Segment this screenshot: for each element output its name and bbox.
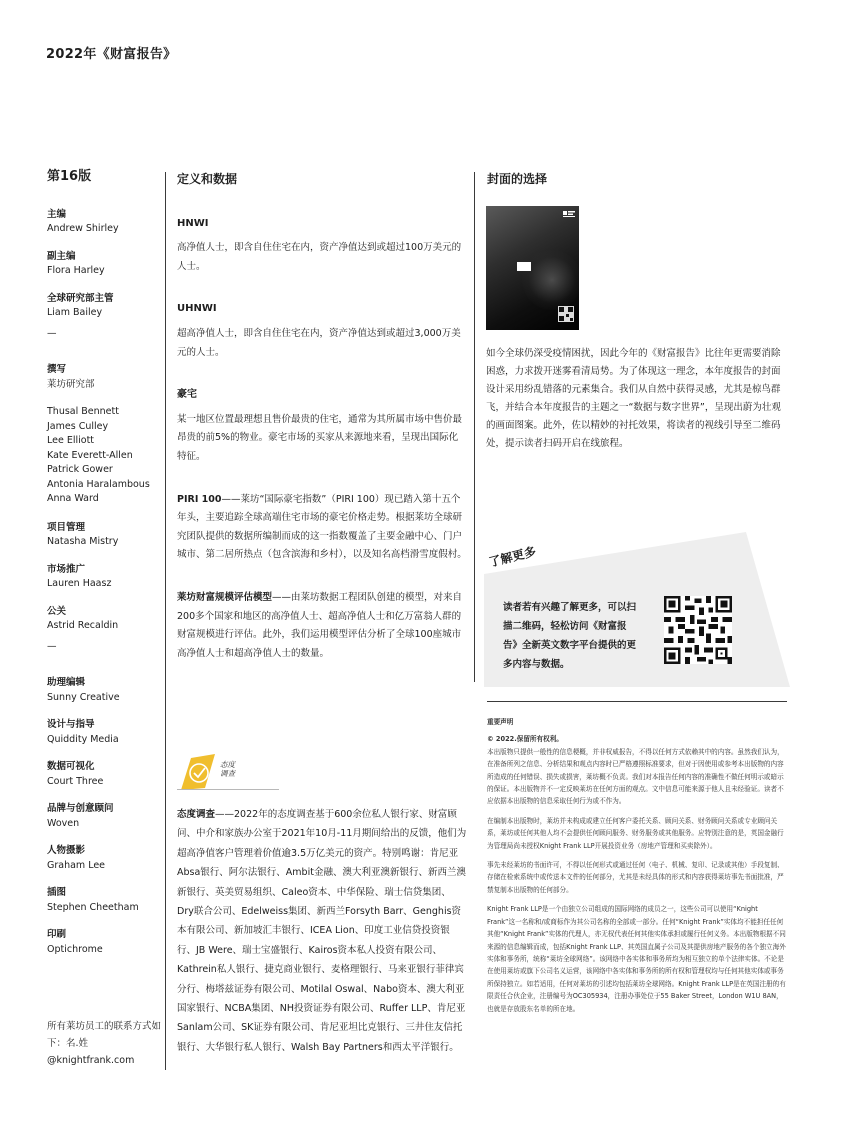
credits-column xyxy=(47,170,159,970)
credit-name: 莱坊研究部 xyxy=(47,378,95,390)
credit-name: Flora Harley xyxy=(47,265,105,276)
divider-dash: — xyxy=(47,640,57,652)
credit-name: Optichrome xyxy=(47,943,103,955)
term-prime: 豪宅 xyxy=(177,389,197,401)
credit-name: Court Three xyxy=(47,775,104,787)
cover-starling-pattern xyxy=(522,250,579,310)
credit-name: Woven xyxy=(47,817,80,829)
survey-badge xyxy=(175,750,279,790)
credit-name: Graham Lee xyxy=(47,859,106,871)
definitions-title: 定义和数据 xyxy=(177,172,238,186)
credit-role: 插图 xyxy=(47,887,67,898)
knight-frank-logo xyxy=(563,211,575,220)
column-divider xyxy=(165,172,166,1070)
contact-note: 所有莱坊员工的联系方式如下：名.姓@knightfrank.com xyxy=(47,1021,162,1066)
writer-list xyxy=(47,405,159,507)
credit-role: 公关 xyxy=(47,605,67,617)
credit-role: 主编 xyxy=(47,208,67,220)
definition-wealth-model-text: ——由莱坊数据工程团队创建的模型，对来自200多个国家和地区的高净值人士、超高净值人士和亿万富翁人群的财富规模进行评估。此外，我们运用模型评估分析了全球100座城市高净值人士和超高净值人士的数量。 xyxy=(177,591,463,659)
definitions-column xyxy=(177,170,467,687)
credit-role: 助理编辑 xyxy=(47,677,86,688)
credit-role: 撰写 xyxy=(47,364,67,375)
credit-name: Stephen Cheetham xyxy=(47,901,139,913)
credit-role: 设计与指导 xyxy=(47,719,95,730)
credit-name: Andrew Shirley xyxy=(47,223,119,234)
term-uhnwi: UHNWI xyxy=(177,303,217,315)
legal-paragraph: 本出版物只提供一般性的信息梗概，并非权威报告，不得以任何方式依赖其中的内容。虽然我们认为，在准备所列之信息、分析结果和观点内容时已严格遵照标准要求，但对于因使用或参考本出版物的内容所造成的任何错误、损失或损害，莱坊概不负责。我们对本报告任何内容的准确性不做任何明示或暗示的保证。本出版物并不一定反映莱坊在任何方面的观点。文中信息可能来源于他人且未经验证。读者不应依据本出版物的信息采取任何行为或不作为。 xyxy=(487,747,784,806)
writer-name: Anna Ward xyxy=(47,493,99,504)
learn-more-title: 了解更多 xyxy=(487,544,538,570)
cover-image xyxy=(486,206,579,330)
credit-name: Quiddity Media xyxy=(47,733,119,745)
cover-report-title xyxy=(517,262,531,271)
writer-name: James Culley xyxy=(47,420,109,432)
term-hnwi: HNWI xyxy=(177,217,209,229)
definition-hnwi: 高净值人士，即含自住住宅在内，资产净值达到或超过100万美元的人士。 xyxy=(177,242,462,272)
credit-role: 品牌与创意顾问 xyxy=(47,803,114,814)
credit-role: 人物摄影 xyxy=(47,845,86,856)
credit-name: Liam Bailey xyxy=(47,307,103,318)
attitudes-survey xyxy=(177,805,467,1057)
credit-role: 全球研究部主管 xyxy=(47,292,114,304)
survey-divider xyxy=(177,789,279,790)
writer-name: Kate Everett-Allen xyxy=(47,449,133,461)
definition-piri-text: ——莱坊“国际豪宅指数”（PIRI 100）现已踏入第十五个年头，主要追踪全球高端住宅市场的豪宅价格走势。根据莱坊全球研究团队提供的数据所编制而成的这一指数覆盖了主要金融中心、门户城市、第二居所热点（包含滨海和乡村），以及知名高档滑雪度假村。 xyxy=(177,493,467,561)
column-divider xyxy=(474,172,475,682)
definition-wealth-model xyxy=(177,589,467,663)
cover-description: 如今全球仍深受疫情困扰，因此今年的《财富报告》比往年更需要消除困惑，力求拨开迷雾看清局势。为了体现这一理念，本年度报告的封面设计采用纷乱错落的元素集合。我们从自然中获得灵感，尤其是椋鸟群飞，并结合本年度报告的主题之一“数据与数字世界”，呈现出蔚为壮观的画面图案。此外，佐以精妙的衬托效果，将读者的视线引导至二维码处，提示读者扫码开启在线旅程。 xyxy=(486,348,781,449)
survey-badge-label: 态度 调查 xyxy=(220,760,235,778)
credit-role: 印刷 xyxy=(47,929,67,940)
divider-dash: — xyxy=(47,327,57,339)
credit-role: 市场推广 xyxy=(47,563,86,575)
legal-paragraph: 事先未经莱坊的书面许可，不得以任何形式或通过任何（电子、机械、复印、记录或其他）手段复制、存储在检索系统中或传送本文件的任何部分，尤其是未经具体的形式和内容获得莱坊事先书面批准，严禁复制本出版物的任何部分。 xyxy=(487,861,784,894)
cover-title: 封面的选择 xyxy=(487,172,548,186)
writer-name: Thusal Bennett xyxy=(47,406,119,417)
issue-number: 第16版 xyxy=(47,169,92,184)
survey-badge-shape xyxy=(181,754,215,790)
term-piri: PIRI 100 xyxy=(177,493,222,505)
legal-copyright: © 2022.保留所有权利。 xyxy=(487,735,563,744)
legal-divider xyxy=(487,701,787,702)
credit-name: Lauren Haasz xyxy=(47,578,112,589)
term-wealth-model: 莱坊财富规模评估模型 xyxy=(177,591,273,603)
credit-name: Natasha Mistry xyxy=(47,536,119,547)
definition-prime: 某一地区位置最理想且售价最贵的住宅，通常为其所属市场中售价最昂贵的前5%的物业。豪宅市场的买家从来源地来看，呈现出国际化特征。 xyxy=(177,413,463,462)
credit-role: 数据可视化 xyxy=(47,761,95,772)
definition-piri xyxy=(177,491,467,565)
credit-role: 项目管理 xyxy=(47,521,86,533)
writer-name: Patrick Gower xyxy=(47,464,113,475)
writer-name: Lee Elliott xyxy=(47,435,95,446)
credit-name: Astrid Recaldin xyxy=(47,620,119,631)
term-survey: 态度调查 xyxy=(177,809,216,820)
cover-qr-icon xyxy=(558,306,574,322)
learn-more-text: 读者若有兴趣了解更多，可以扫描二维码，轻松访问《财富报告》全新英文数字平台提供的更多内容与数据。 xyxy=(503,602,637,670)
credit-name: Sunny Creative xyxy=(47,691,120,703)
writer-name: Antonia Haralambous xyxy=(47,478,150,490)
legal-title: 重要声明 xyxy=(487,718,514,726)
definition-survey: ——2022年的态度调查基于600余位私人银行家、财富顾问、中介和家族办公室于2021年10月-11月期间给出的反馈，他们为超高净值客户管理着价值逾3.5万亿美元的资产。特别鸣谢：肯尼亚Absa银行、阿尔法银行、Ambit金融、澳大利亚澳新银行、新西兰澳新银行、英美贸易组织、Caleo资本、中华保险、瑞士信贷集团、Dry联合公司、Edelweiss集团、新西兰Forsyth Barr、Genghis资本有限公司、新加坡汇丰银行、ICEA Lion、印度工业信贷投资银行、JB Were、瑞士宝盛银行、Kairos资本私人投资有限公司、Kathrein私人银行、捷克商业银行、麦格理银行、马来亚银行菲律宾分行、梅塔兹证券有限公司、Motilal Oswal、Nabo资本、澳大利亚国家银行、NCBA集团、NH投资证券有限公司、Ruffer LLP、肯尼亚Sanlam公司、SK证券有限公司、肯尼亚坦比克银行、三井住友信托银行、大华银行私人银行、Walsh Bay Partners和西太平洋银行。 xyxy=(177,809,467,1053)
definition-uhnwi: 超高净值人士，即含自住住宅在内，资产净值达到或超过3,000万美元的人士。 xyxy=(177,327,461,358)
qr-code[interactable] xyxy=(664,596,732,664)
credit-role: 副主编 xyxy=(47,250,76,262)
legal-paragraph: Knight Frank LLP是一个由独立公司组成的国际网络的成员之一，这些公司可以使用“Knight Frank”这一名称和/或商标作为其公司名称的全部或一部分。任何“Knight Frank”实体均不能担任任何其他“Knight Frank”实体的代理人，亦无权代表任何其他实体承担或履行任何义务。本出版物根据不同来源的信息编辑而成，包括Knight Frank LLP、其英国直属子公司及其提供房地产服务的各个独立海外实体和事务所，统称“莱坊全球网络”。该网络中各实体和事务所均为相互独立的单个法律实体。不论是在使用莱坊或旗下公司名义运营，该网络中各实体和事务所的所有权和管理权均与任何其他实体或事务所保持独立。如若适用，任何对莱坊的引述均包括莱坊全球网络。Knight Frank LLP是在英国注册的有限责任合伙企业，注册编号为OC305934，注册办事处位于55 Baker Street，London W1U 8AN，也就是存放股东名单的所在地。 xyxy=(487,905,786,1013)
legal-paragraph: 在编制本出版物时，莱坊并未构成或建立任何客户委托关系、顾问关系、财务顾问关系或专业顾问关系，莱坊或任何其他人均不会提供任何顾问服务、财务服务或其他服务。应特别注意的是，英国金融行为管理局尚未授权Knight Frank LLP开展投资业务（房地产管理和买卖除外）。 xyxy=(487,816,784,850)
legal-notice xyxy=(487,716,787,1022)
page-header: 2022年《财富报告》 xyxy=(46,47,177,62)
